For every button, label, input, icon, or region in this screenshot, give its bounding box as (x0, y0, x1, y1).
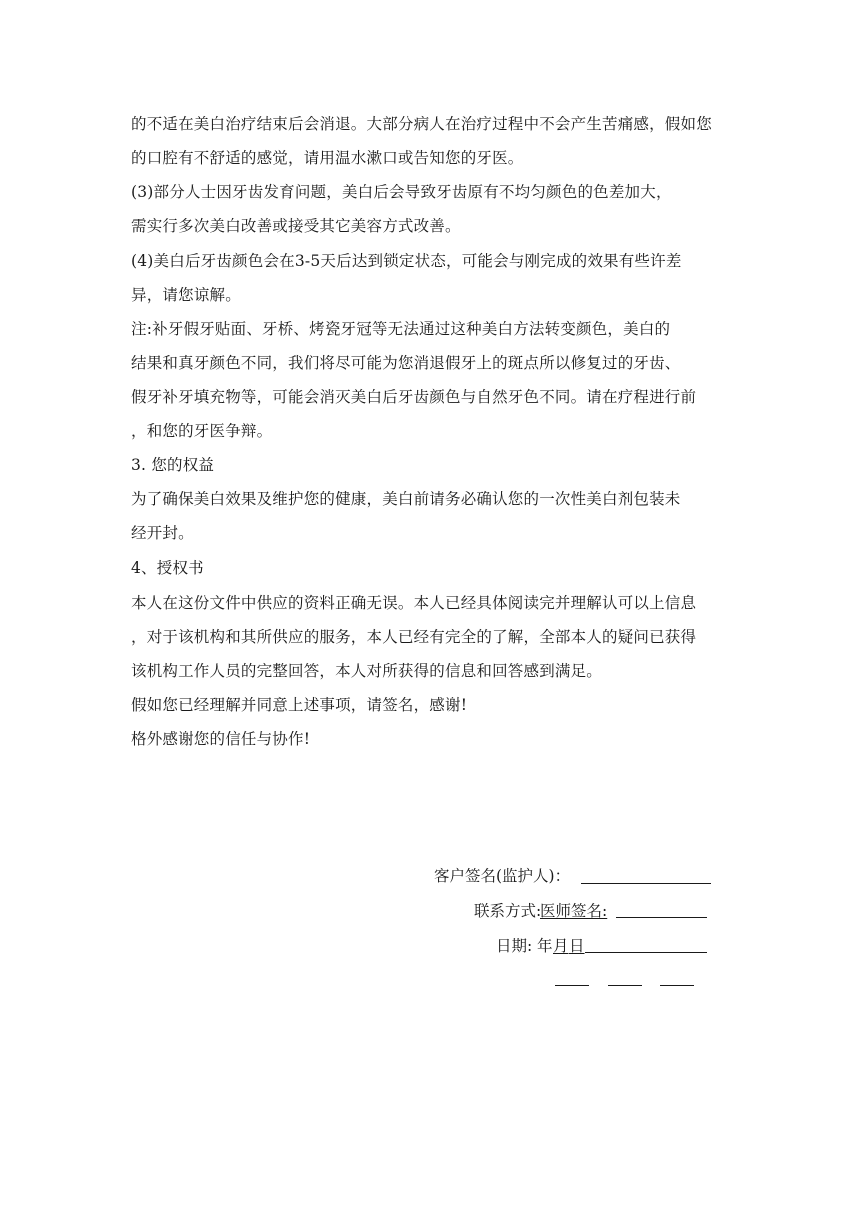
note-line: ，和您的牙医争辩。 (131, 422, 273, 440)
body-line: ，对于该机构和其所供应的服务，本人已经有完全的了解，全部本人的疑问已获得 (131, 628, 697, 646)
customer-signature-line[interactable] (581, 883, 711, 884)
date-day-label: 日 (569, 937, 585, 955)
body-line: (3)部分人士因牙齿发育问题，美白后会导致牙齿原有不均匀颜色的色差加大， (131, 183, 672, 201)
body-line: (4)美白后牙齿颜色会在3-5天后达到锁定状态，可能会与刚完成的效果有些许差 (131, 252, 682, 270)
body-line: 的不适在美白治疗结束后会消退。大部分病人在治疗过程中不会产生苦痛感，假如您 (131, 115, 712, 133)
date-month-label: 月 (553, 937, 569, 955)
date-label: 日期: (496, 937, 533, 955)
customer-signature-label: 客户签名(监护人)： (434, 867, 571, 885)
body-line: 该机构工作人员的完整回答，本人对所获得的信息和回答感到满足。 (131, 662, 603, 680)
note-line: 注:补牙假牙贴面、牙桥、烤瓷牙冠等无法通过这种美白方法转变颜色，美白的 (131, 320, 671, 338)
section-heading-rights: 3. 您的权益 (131, 456, 215, 474)
date-line[interactable] (585, 952, 707, 953)
body-line: 需实行多次美白改善或接受其它美容方式改善。 (131, 217, 461, 235)
section-heading-authorization: 4、授权书 (131, 559, 204, 577)
doctor-signature-line[interactable] (616, 917, 707, 918)
body-line: 为了确保美白效果及维护您的健康，美白前请务必确认您的一次性美白剂包装未 (131, 490, 681, 508)
date-year-blank[interactable] (555, 985, 589, 986)
contact-label: 联系方式: (474, 902, 542, 920)
body-line: 的口腔有不舒适的感觉，请用温水漱口或告知您的牙医。 (131, 149, 524, 167)
note-line: 假牙补牙填充物等，可能会消灭美白后牙齿颜色与自然牙色不同。请在疗程进行前 (131, 388, 697, 406)
body-line: 本人在这份文件中供应的资料正确无误。本人已经具体阅读完并理解认可以上信息 (131, 594, 697, 612)
doctor-signature-label: 医师签名: (540, 902, 608, 920)
body-line: 经开封。 (131, 524, 194, 542)
date-year-label: 年 (537, 937, 553, 955)
date-month-blank[interactable] (608, 985, 642, 986)
body-line: 格外感谢您的信任与协作! (131, 730, 311, 748)
date-day-blank[interactable] (660, 985, 694, 986)
body-line: 异，请您谅解。 (131, 286, 241, 304)
note-line: 结果和真牙颜色不同，我们将尽可能为您消退假牙上的斑点所以修复过的牙齿、 (131, 354, 681, 372)
body-line: 假如您已经理解并同意上述事项，请签名，感谢! (131, 696, 468, 714)
